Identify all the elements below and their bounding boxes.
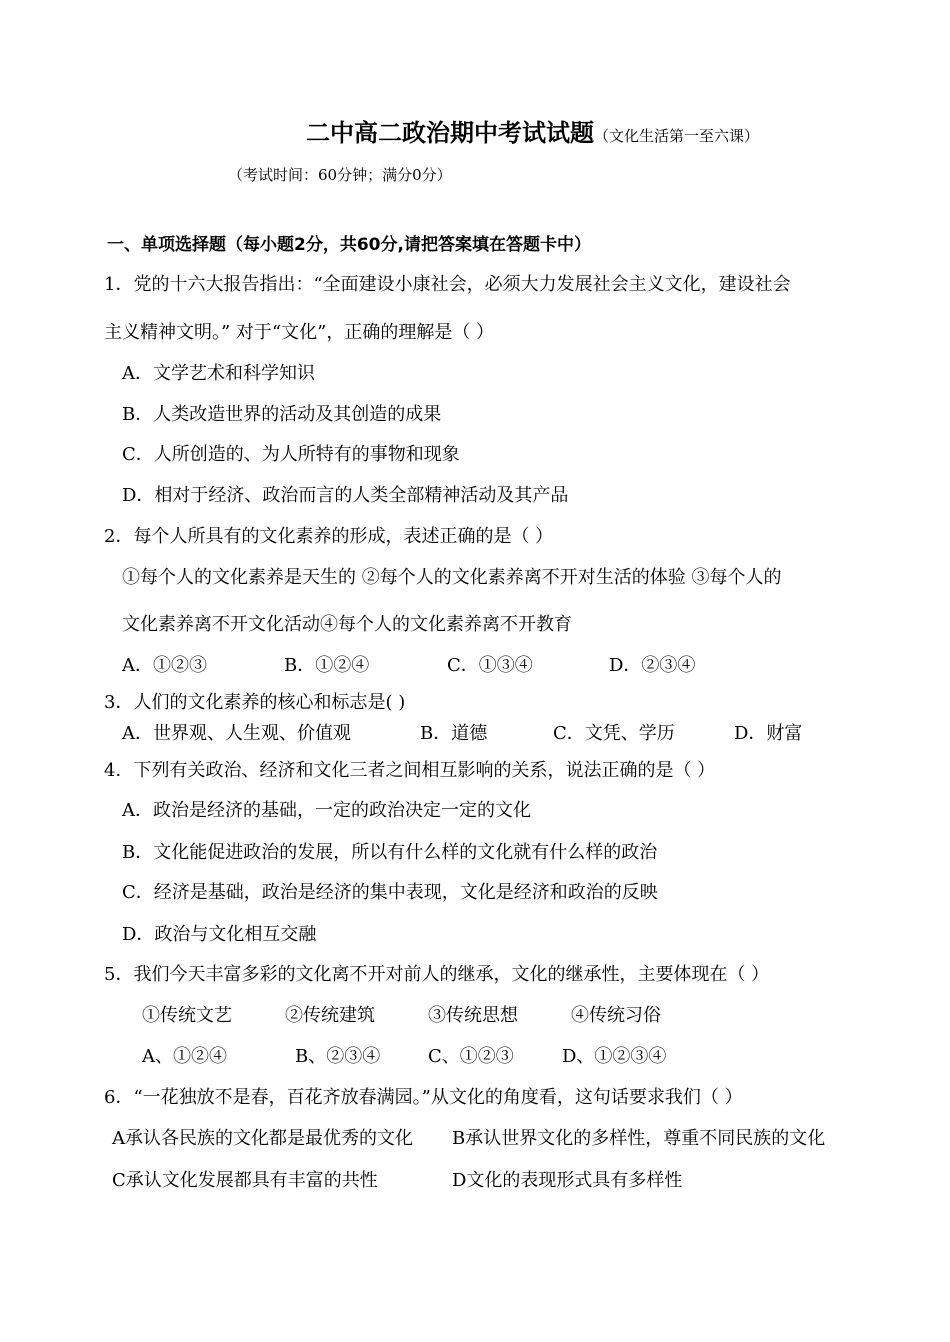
exam-subtitle: （文化生活第一至六课） [594,127,760,145]
q6-stem: 6．“一花独放不是春，百花齐放春满园。”从文化的角度看，这句话要求我们（ ） [104,1087,743,1108]
exam-title-line [306,119,760,147]
q6-option-b: B承认世界文化的多样性，尊重不同民族的文化 [452,1128,826,1149]
q5-item-2: ②传统建筑 [285,1005,375,1026]
q5-item-4: ④传统习俗 [571,1005,661,1026]
q4-option-d: D．政治与文化相互交融 [122,924,317,945]
q1-stem-line2: 主义精神文明。” 对于“文化”，正确的理解是（ ） [104,322,495,343]
exam-info: （考试时间：60分钟；满分0分） [228,166,452,184]
q6-option-a: A承认各民族的文化都是最优秀的文化 [112,1128,413,1149]
section-heading: 一、单项选择题（每小题2分，共60分,请把答案填在答题卡中） [107,235,591,255]
q4-stem: 4．下列有关政治、经济和文化三者之间相互影响的关系，说法正确的是（ ） [104,760,716,781]
q5-option-c: C、①②③ [428,1046,514,1067]
q2-option-a: A．①②③ [122,655,207,676]
q2-option-d: D．②③④ [609,655,696,676]
q5-item-1: ①传统文艺 [142,1005,232,1026]
q5-stem: 5．我们今天丰富多彩的文化离不开对前人的继承，文化的继承性，主要体现在（ ） [104,964,770,985]
q3-option-b: B．道德 [420,723,488,744]
q6-option-d: D文化的表现形式具有多样性 [452,1170,683,1191]
q1-option-a: A．文学艺术和科学知识 [122,363,315,384]
q4-option-b: B．文化能促进政治的发展，所以有什么样的文化就有什么样的政治 [122,842,658,863]
q2-option-c: C．①③④ [447,655,533,676]
q4-option-c: C．经济是基础，政治是经济的集中表现，文化是经济和政治的反映 [122,882,658,903]
q5-option-a: A、①②④ [142,1046,227,1067]
q3-option-a: A．世界观、人生观、价值观 [122,723,351,744]
q2-items-line2: 文化素养离不开文化活动④每个人的文化素养离不开教育 [122,614,572,635]
q3-option-c: C．文凭、学历 [553,723,675,744]
q6-option-c: C承认文化发展都具有丰富的共性 [112,1170,378,1191]
q1-option-b: B．人类改造世界的活动及其创造的成果 [122,404,442,425]
q5-item-3: ③传统思想 [428,1005,518,1026]
q3-stem: 3．人们的文化素养的核心和标志是( ) [104,692,406,713]
q1-stem-line1: 1．党的十六大报告指出：“全面建设小康社会，必须大力发展社会主义文化，建设社会 [104,274,791,295]
q2-items-line1: ①每个人的文化素养是天生的 ②每个人的文化素养离不开对生活的体验 ③每个人的 [122,567,782,588]
q1-option-c: C．人所创造的、为人所特有的事物和现象 [122,444,460,465]
q5-option-d: D、①②③④ [562,1046,667,1067]
q1-option-d: D．相对于经济、政治而言的人类全部精神活动及其产品 [122,485,569,506]
q2-stem: 2．每个人所具有的文化素养的形成，表述正确的是（ ） [104,526,554,547]
q4-option-a: A．政治是经济的基础，一定的政治决定一定的文化 [122,800,531,821]
exam-title: 二中高二政治期中考试试题 [306,119,594,147]
q2-option-b: B．①②④ [284,655,370,676]
q5-option-b: B、②③④ [295,1046,381,1067]
q3-option-d: D．财富 [734,723,803,744]
